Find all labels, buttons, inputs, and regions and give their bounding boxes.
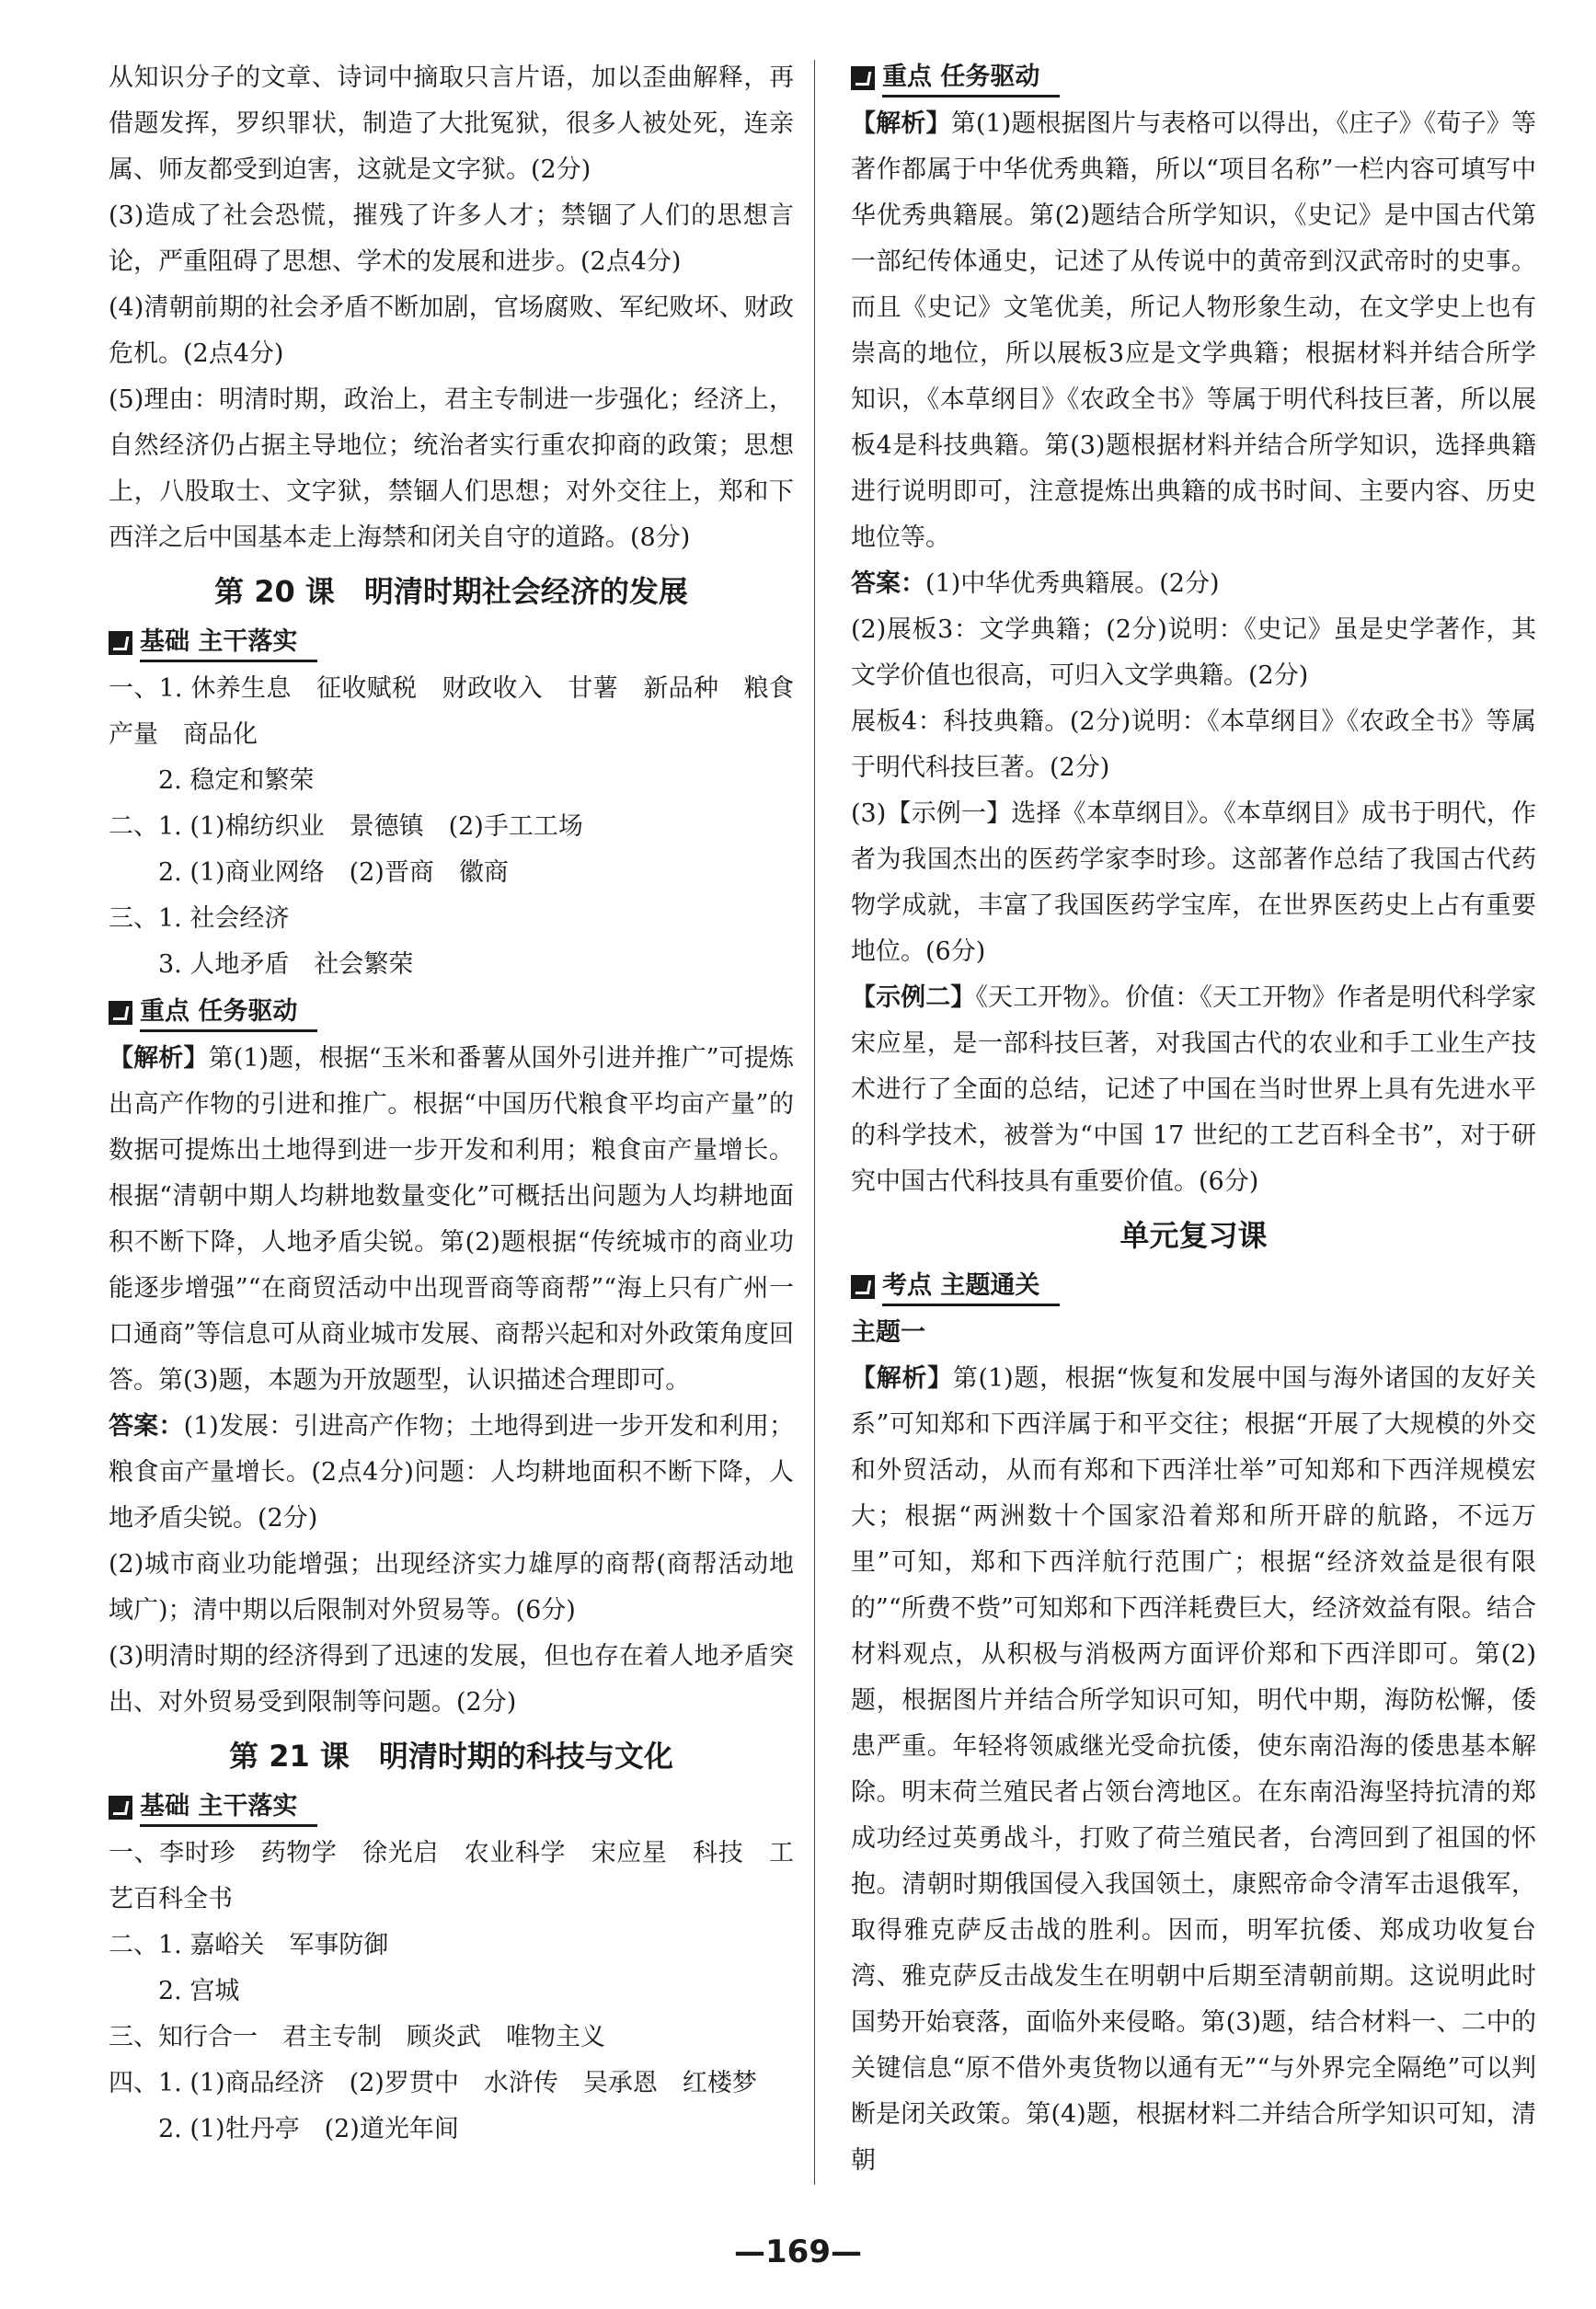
column-divider (814, 60, 815, 2185)
analysis-text: 第(1)题，根据“恢复和发展中国与海外诸国的友好关系”可知郑和下西洋属于和平交往；根据“开展了大规模的外交和外贸活动，从而有郑和下西洋壮举”可知郑和下西洋规模宏大；根据“两洲数十个国家沿着郑和所开辟的航路，不远万里”可知，郑和下西洋航行范围广；根据“经济效益是很有限的”“所费不赀”可知郑和下西洋耗费巨大，经济效益有限。结合材料观点，从积极与消极两方面评价郑和下西洋即可。第(2)题，根据图片并结合所学知识可知，明代中期，海防松懈，倭患严重。年轻将领戚继光受命抗倭，使东南沿海的倭患基本解除。明末荷兰殖民者占领台湾地区。在东南沿海坚持抗清的郑成功经过英勇战斗，打败了荷兰殖民者，台湾回到了祖国的怀抱。清朝时期俄国侵入我国领土，康熙帝命令清军击退俄军，取得雅克萨反击战的胜利。因而，明军抗倭、郑成功收复台湾、雅克萨反击战发生在明朝中后期至清朝前期。这说明此时国势开始衰落，面临外来侵略。第(3)题，结合材料一、二中的关键信息“原不借外夷货物以通有无”“与外界完全隔绝”可以判断是闭关政策。第(4)题，根据材料二并结合所学知识可知，清朝 (851, 1364, 1536, 2175)
lesson-21-basic-header (109, 1785, 794, 1831)
analysis-tag: 【解析】 (109, 1044, 209, 1073)
l20-analysis (109, 1036, 794, 1404)
analysis-tag: 【解析】 (851, 1364, 953, 1393)
left-paragraph-3: (4)清朝前期的社会矛盾不断加剧，官场腐败、军纪败坏、财政危机。(2点4分) (109, 293, 794, 368)
right-answer-5 (851, 975, 1536, 1205)
answer-tag: 答案： (109, 1412, 184, 1441)
l20-basic-4: 2. (1)商业网络 (2)晋商 徽商 (158, 858, 509, 887)
section-label: 考点 主题通关 (882, 1269, 1060, 1306)
lesson-21-title: 第 21 课 明清时期的科技与文化 (229, 1739, 673, 1774)
l21-basic-3: 2. 宫城 (158, 1977, 240, 2005)
right-task-header (851, 55, 1536, 101)
theme-1-title: 主题一 (851, 1318, 925, 1347)
l20-answer-2: (2)城市商业功能增强；出现经济实力雄厚的商帮(商帮活动地域广)；清中期以后限制对外贸易等。(6分) (109, 1550, 794, 1625)
left-paragraph-1: 从知识分子的文章、诗词中摘取只言片语，加以歪曲解释，再借题发挥，罗织罪状，制造了大批冤狱，很多人被处死，连亲属、师友都受到迫害，这就是文字狱。(2分) (109, 63, 794, 184)
right-answer-3: 展板4：科技典籍。(2分)说明：《本草纲目》《农政全书》等属于明代科技巨著。(2分) (851, 707, 1536, 782)
section-label: 重点 任务驱动 (882, 60, 1060, 98)
l20-basic-6: 3. 人地矛盾 社会繁荣 (158, 950, 414, 979)
l21-basic-2: 二、1. 嘉峪关 军事防御 (109, 1931, 389, 1959)
section-label: 重点 任务驱动 (140, 994, 317, 1032)
analysis-text: 第(1)题，根据“玉米和番薯从国外引进并推广”可提炼出高产作物的引进和推广。根据“中国历代粮食平均亩产量”的数据可提炼出土地得到进一步开发和利用；粮食亩产量增长。根据“清朝中期人均耕地数量变化”可概括出问题为人均耕地面积不断下降，人地矛盾尖锐。第(2)题根据“传统城市的商业功能逐步增强”“在商贸活动中出现晋商等商帮”“海上只有广州一口通商”等信息可从商业城市发展、商帮兴起和对外政策角度回答。第(3)题，本题为开放题型，认识描述合理即可。 (109, 1044, 795, 1395)
l21-basic-5: 四、1. (1)商品经济 (2)罗贯中 水浒传 吴承恩 红楼梦 (109, 2069, 757, 2097)
analysis-tag: 【解析】 (851, 109, 951, 138)
unit-review-title: 单元复习课 (1119, 1218, 1268, 1253)
section-label: 基础 主干落实 (140, 625, 317, 662)
exam-header (851, 1264, 1536, 1310)
lesson-20-task-header (109, 990, 794, 1036)
right-answer-2: (2)展板3：文学典籍；(2分)说明：《史记》虽是史学著作，其文学价值也很高，可归入文学典籍。(2分) (851, 615, 1536, 690)
l21-basic-1: 一、李时珍 药物学 徐光启 农业科学 宋应星 科技 工艺百科全书 (109, 1839, 794, 1913)
page-number: —169— (734, 2234, 862, 2270)
l20-basic-1: 一、1. 休养生息 征收赋税 财政收入 甘薯 新品种 粮食产量 商品化 (109, 674, 794, 749)
right-answer-4: (3)【示例一】选择《本草纲目》。《本草纲目》成书于明代，作者为我国杰出的医药学家李时珍。这部著作总结了我国古代药物学成就，丰富了我国医药学宝库，在世界医药史上占有重要地位。(6分) (851, 799, 1536, 966)
l21-basic-6: 2. (1)牡丹亭 (2)道光年间 (158, 2115, 459, 2143)
l21-basic-4: 三、知行合一 君主专制 顾炎武 唯物主义 (109, 2023, 605, 2051)
section-marker-icon (109, 631, 132, 655)
example-2-tag: 【示例二】 (851, 983, 976, 1012)
l20-basic-2: 2. 稳定和繁荣 (158, 766, 315, 795)
left-paragraph-4: (5)理由：明清时期，政治上，君主专制进一步强化；经济上，自然经济仍占据主导地位；统治者实行重农抑商的政策；思想上，八股取士、文字狱，禁锢人们思想；对外交往上，郑和下西洋之后中国基本走上海禁和闭关自守的道路。(8分) (109, 385, 794, 552)
right-analysis (851, 101, 1536, 561)
example-2-text: 《天工开物》。价值：《天工开物》作者是明代科学家宋应星，是一部科技巨著，对我国古代的农业和手工业生产技术进行了全面的总结，记述了中国在当时世界上具有先进水平的科学技术，被誉为“中国 17 世纪的工艺百科全书”，对于研究中国古代科技具有重要价值。(6分) (851, 983, 1537, 1196)
l20-answer-1 (109, 1404, 794, 1542)
l20-answer-3: (3)明清时期的经济得到了迅速的发展，但也存在着人地矛盾突出、对外贸易受到限制等问题。(2分) (109, 1642, 794, 1717)
answer-text: (1)发展：引进高产作物；土地得到进一步开发和利用；粮食亩产量增长。(2点4分)问题：人均耕地面积不断下降，人地矛盾尖锐。(2分) (109, 1412, 795, 1533)
right-analysis-2 (851, 1356, 1536, 2184)
section-marker-icon (851, 1275, 875, 1299)
analysis-text: 第(1)题根据图片与表格可以得出，《庄子》《荀子》等著作都属于中华优秀典籍，所以“项目名称”一栏内容可填写中华优秀典籍展。第(2)题结合所学知识，《史记》是中国古代第一部纪传体通史，记述了从传说中的黄帝到汉武帝时的史事。而且《史记》文笔优美，所记人物形象生动，在文学史上也有崇高的地位，所以展板3应是文学典籍；根据材料并结合所学知识，《本草纲目》《农政全书》等属于明代科技巨著，所以展板4是科技典籍。第(3)题根据材料并结合所学知识，选择典籍进行说明即可，注意提炼出典籍的成书时间、主要内容、历史地位等。 (851, 109, 1537, 552)
right-column (851, 55, 1536, 2184)
section-marker-icon (109, 1001, 132, 1025)
l20-basic-5: 三、1. 社会经济 (109, 904, 290, 933)
left-column (109, 55, 794, 2153)
lesson-20-title: 第 20 课 明清时期社会经济的发展 (214, 574, 688, 609)
left-paragraph-2: (3)造成了社会恐慌，摧残了许多人才；禁锢了人们的思想言论，严重阻碍了思想、学术的发展和进步。(2点4分) (109, 201, 794, 276)
section-marker-icon (109, 1796, 132, 1820)
lesson-20-basic-header (109, 620, 794, 666)
answer-text: (1)中华优秀典籍展。(2分) (925, 569, 1220, 598)
section-label: 基础 主干落实 (140, 1789, 317, 1827)
answer-tag: 答案： (851, 569, 925, 598)
section-marker-icon (851, 66, 875, 90)
l20-basic-3: 二、1. (1)棉纺织业 景德镇 (2)手工工场 (109, 812, 583, 841)
right-answer-1 (851, 561, 1536, 607)
